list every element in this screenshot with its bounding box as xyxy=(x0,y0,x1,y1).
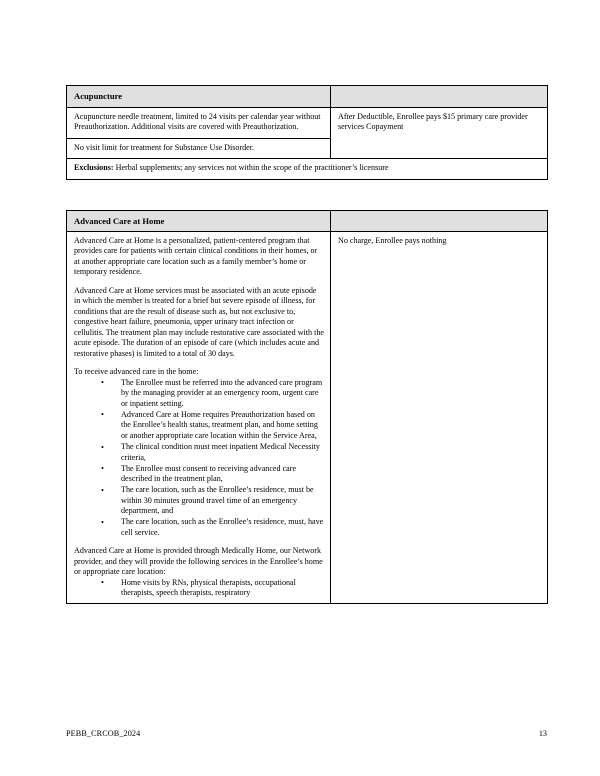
benefit-table-advanced-care-at-home xyxy=(66,210,548,604)
list-item: • The care location, such as the Enrollee’s residence, must, have cell service. xyxy=(74,517,324,538)
benefit-paragraph: Advanced Care at Home services must be associated with an acute episode in which the member is treated for a brief but severe episode of illness, for conditions that are the result of disease such as, but not exclusive to, congestive heart failure, pneumonia, upper urinary tract infection or cellulitis. The treatment plan may include restorative care associated with the acute episode. The duration of an episode of care (which includes acute and restorative phases) is limited to a total of 30 days. xyxy=(74,285,324,358)
cost-share-header xyxy=(331,211,548,232)
list-item: • The care location, such as the Enrollee’s residence, must be within 30 minutes ground travel time of an emergency department, and xyxy=(74,485,324,517)
page-footer xyxy=(66,729,547,738)
exclusions-text: Herbal supplements; any services not within the scope of the practitioner’s licensure xyxy=(115,163,389,173)
table-row xyxy=(67,231,548,604)
list-intro-text: To receive advanced care in the home: xyxy=(74,367,199,377)
benefit-paragraph: Advanced Care at Home is a personalized, patient-centered program that provides care for patients with certain clinical conditions in their homes, or at another appropriate care location such as a family member’s home or temporary residence. xyxy=(74,235,318,277)
footer-document-id: PEBB_CRCOB_2024 xyxy=(66,729,141,738)
covered-services-list xyxy=(74,578,324,599)
list-item: • The Enrollee must consent to receiving advanced care described in the treatment plan, xyxy=(74,464,324,485)
list-item: • The Enrollee must be referred into the advanced care program by the managing provider at an emergency room, urgent care or inpatient setting. xyxy=(74,378,324,410)
cost-share-cell: After Deductible, Enrollee pays $15 primary care provider services Copayment xyxy=(331,107,548,159)
benefit-description-cell xyxy=(67,107,331,138)
list-item: • Home visits by RNs, physical therapists, occupational therapists, speech therapists, respiratory xyxy=(74,578,324,599)
benefit-description-cell xyxy=(67,138,331,159)
benefit-paragraph: Acupuncture needle treatment, limited to 24 visits per calendar year without Preauthorization. Additional visits are covered with Preauthorization. xyxy=(74,111,321,132)
footer-page-number: 13 xyxy=(538,729,547,738)
exclusions-label: Exclusions: xyxy=(74,163,114,173)
benefit-table-acupuncture xyxy=(66,85,548,180)
benefit-description-cell xyxy=(67,231,331,604)
exclusions-row xyxy=(67,159,548,180)
table-header-row xyxy=(67,86,548,108)
list-item: • The clinical condition must meet inpatient Medical Necessity criteria, xyxy=(74,442,324,463)
cost-share-cell: No charge, Enrollee pays nothing xyxy=(331,231,548,604)
cost-share-header xyxy=(331,86,548,108)
table-header-row xyxy=(67,211,548,232)
list-intro-text: Advanced Care at Home is provided through Medically Home, our Network provider, and they will provide the following services in the Enrollee’s home or appropriate care location: xyxy=(74,546,323,577)
list-item: • Advanced Care at Home requires Preauthorization based on the Enrollee’s health status, treatment plan, and home setting or another appropriate care location within the Service Area, xyxy=(74,410,324,442)
benefit-paragraph: No visit limit for treatment for Substance Use Disorder. xyxy=(74,142,255,152)
benefit-name-header: Acupuncture xyxy=(67,86,331,108)
table-row xyxy=(67,107,548,138)
requirements-list xyxy=(74,378,324,538)
exclusions-cell xyxy=(67,159,548,180)
benefit-name-header: Advanced Care at Home xyxy=(67,211,331,232)
